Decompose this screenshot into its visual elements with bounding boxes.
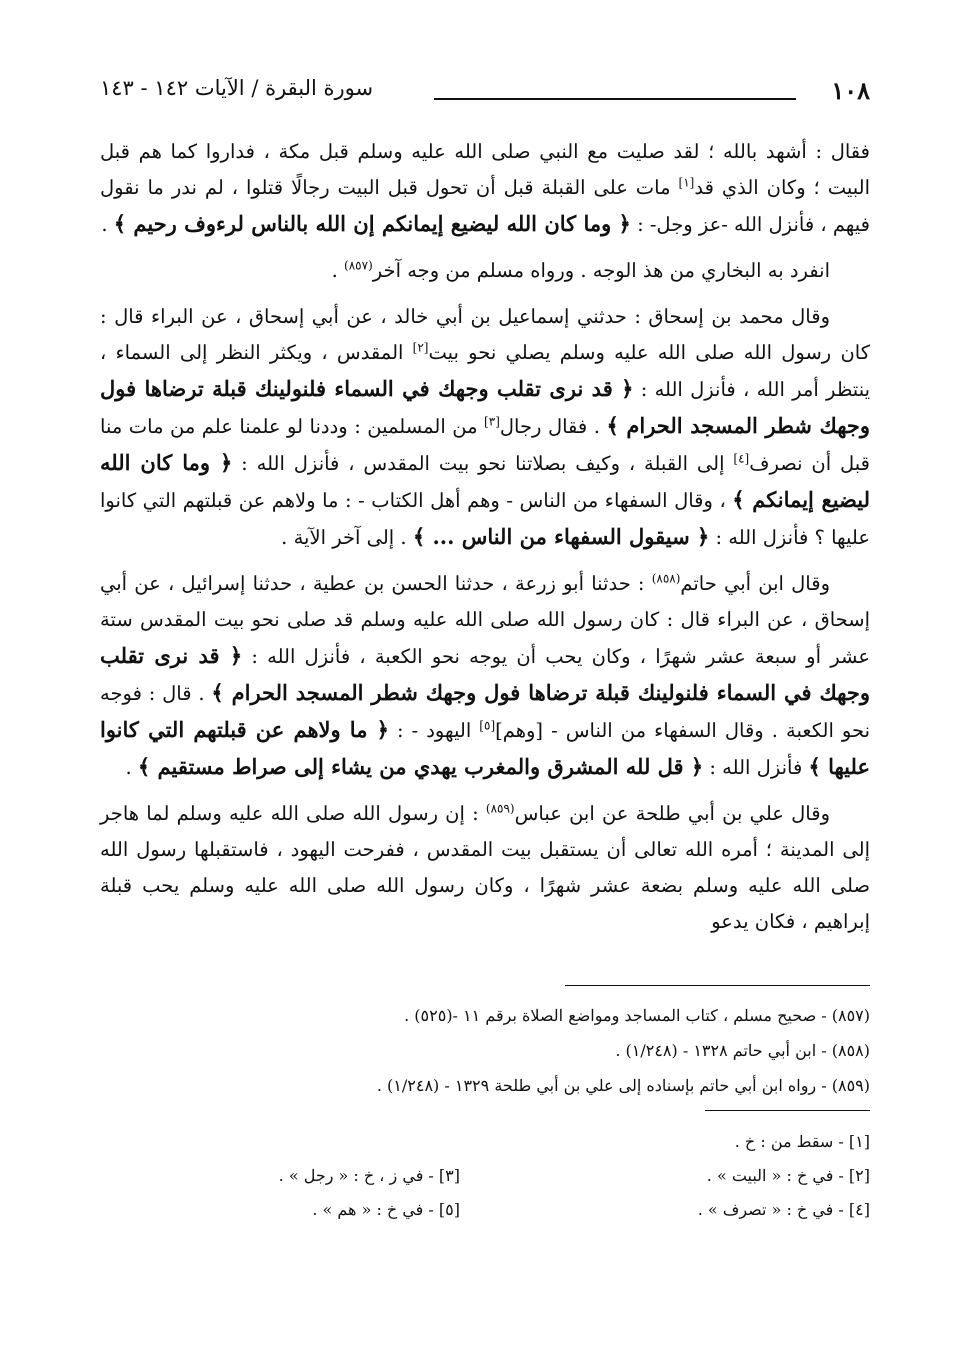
note-marker: (٨٥٨) (651, 571, 681, 586)
page-header (100, 76, 870, 112)
note-marker: (٨٥٧) (344, 258, 373, 273)
running-title: سورة البقرة / الآيات ١٤٢ - ١٤٣ (100, 76, 374, 100)
text-run: . (331, 259, 345, 282)
text-run: . إلى آخر الآية . (281, 526, 413, 549)
paragraph (100, 134, 870, 243)
paragraph (100, 566, 870, 786)
page-number: ١٠٨ (831, 76, 870, 105)
paragraph (100, 253, 870, 289)
text-run: فقال : أشهد بالله ؛ لقد صليت مع النبي صلى الله عليه وسلم قبل مكة ، فداروا كما هم قبل البيت ؛ وكان الذي قد (100, 140, 870, 199)
quran-verse: ﴿ قد نرى تقلب وجهك في السماء فلنولينك قبلة ترضاها فول وجهك شطر المسجد الحرام ﴾ (100, 643, 870, 705)
quran-verse: ﴿ وما كان الله ليضيع إيمانكم ﴾ (100, 450, 870, 512)
variant-row (100, 1159, 870, 1193)
text-run: ، وقال السفهاء من الناس - وهم أهل الكتاب - : ما ولاهم عن قبلتهم التي كانوا عليها ؟ فأنزل الله : (100, 489, 870, 549)
variant-note: [٣] - في ز ، خ : « رجل » . (278, 1166, 460, 1185)
variant-row (100, 1193, 870, 1227)
variant-note: [١] - سقط من : خ . (734, 1132, 870, 1151)
text-run: وقال علي بن أبي طلحة عن ابن عباس (514, 802, 830, 825)
variant-row (100, 1125, 870, 1159)
quran-verse: ﴿ سيقول السفهاء من الناس ... ﴾ (412, 524, 710, 549)
text-run: : حدثنا أبو زرعة ، حدثنا الحسن بن عطية ، حدثنا إسرائيل ، عن أبي إسحاق ، عن البراء قال : كان رسول الله صلى الله عليه وسلم قد صلى نحو بيت المقدس ستة عشر أو سبعة عشر شهرًا ، وكان يحب أن يوجه نحو الكعبة ، فأنزل الله : (100, 572, 870, 668)
note-marker: [٣] (484, 414, 500, 429)
text-run: المقدس ، ويكثر النظر إلى السماء ، ينتظر أمر الله ، فأنزل الله : (100, 341, 871, 401)
text-run: وقال محمد بن إسحاق : حدثني إسماعيل بن أبي خالد ، عن أبي إسحاق ، عن البراء قال : كان رسول الله صلى الله عليه وسلم يصلي نحو بيت (100, 305, 870, 364)
main-text (100, 134, 870, 950)
text-run: . (125, 756, 138, 779)
text-run: من المسلمين : وددنا لو علمنا علم من مات منا قبل أن نصرف (100, 415, 870, 475)
quran-verse: ﴿ قل لله المشرق والمغرب يهدي من يشاء إلى صراط مستقيم ﴾ (137, 754, 704, 779)
note-marker: [٢] (412, 340, 429, 355)
text-run: : إن رسول الله صلى الله عليه وسلم لما هاجر إلى المدينة ؛ أمره الله تعالى أن يستقبل بيت المقدس ، ففرحت اليهود ، فاستقبلها رسول الله صلى الله عليه وسلم بضعة عشر شهرًا ، وكان رسول الله صلى الله عليه وسلم يحب قبلة إبراهيم ، فكان يدعو (100, 802, 870, 933)
footnotes (100, 998, 870, 1103)
text-run: انفرد به البخاري من هذ الوجه . ورواه مسلم من وجه آخر (372, 259, 830, 282)
header-rule (434, 98, 796, 100)
text-run: فأنزل الله : (703, 756, 809, 779)
text-run: إلى القبلة ، وكيف بصلاتنا نحو بيت المقدس ، فأنزل الله : (232, 452, 734, 475)
paragraph (100, 299, 870, 556)
note-marker: (٨٥٩) (485, 801, 515, 816)
footnote-859: (٨٥٩) - رواه ابن أبي حاتم بإسناده إلى علي بن أبي طلحة ١٣٢٩ - (١/٢٤٨) . (376, 1076, 870, 1095)
quran-verse: ﴿ ما ولاهم عن قبلتهم التي كانوا عليها ﴾ (100, 717, 870, 779)
manuscript-variants (100, 1125, 870, 1227)
note-marker: [٥] (479, 718, 496, 733)
text-run: . قال : فوجه نحو الكعبة . وقال السفهاء من الناس - [وهم] (100, 682, 871, 742)
variant-note: [٤] - في خ : « تصرف » . (697, 1200, 870, 1219)
footnote-divider (565, 985, 870, 986)
collation-divider (705, 1110, 870, 1111)
paragraph (100, 796, 870, 940)
note-marker: [١] (678, 175, 695, 190)
quran-verse: ﴿ قد نرى تقلب وجهك في السماء فلنولينك قبلة ترضاها فول وجهك شطر المسجد الحرام ﴾ (100, 376, 871, 438)
text-run: وقال ابن أبي حاتم (680, 572, 830, 595)
quran-verse: ﴿ وما كان الله ليضيع إيمانكم إن الله بالناس لرءوف رحيم ﴾ (113, 211, 631, 236)
note-marker: [٤] (733, 451, 750, 466)
text-run: . فقال رجال (499, 415, 607, 438)
footnote-858: (٨٥٨) - ابن أبي حاتم ١٣٢٨ - (١/٢٤٨) . (615, 1041, 870, 1060)
variant-note: [٢] - في خ : « البيت » . (706, 1166, 870, 1185)
text-run: مات على القبلة قبل أن تحول قبل البيت رجالًا قتلوا ، لم ندر ما نقول فيهم ، فأنزل الله -عز وجل- : (100, 176, 870, 236)
text-run: . (101, 213, 114, 236)
footnote-857: (٨٥٧) - صحيح مسلم ، كتاب المساجد ومواضع الصلاة برقم ١١ -(٥٢٥) . (404, 1006, 870, 1025)
variant-note: [٥] - في خ : « هم » . (312, 1200, 460, 1219)
text-run: اليهود - : (388, 719, 480, 742)
